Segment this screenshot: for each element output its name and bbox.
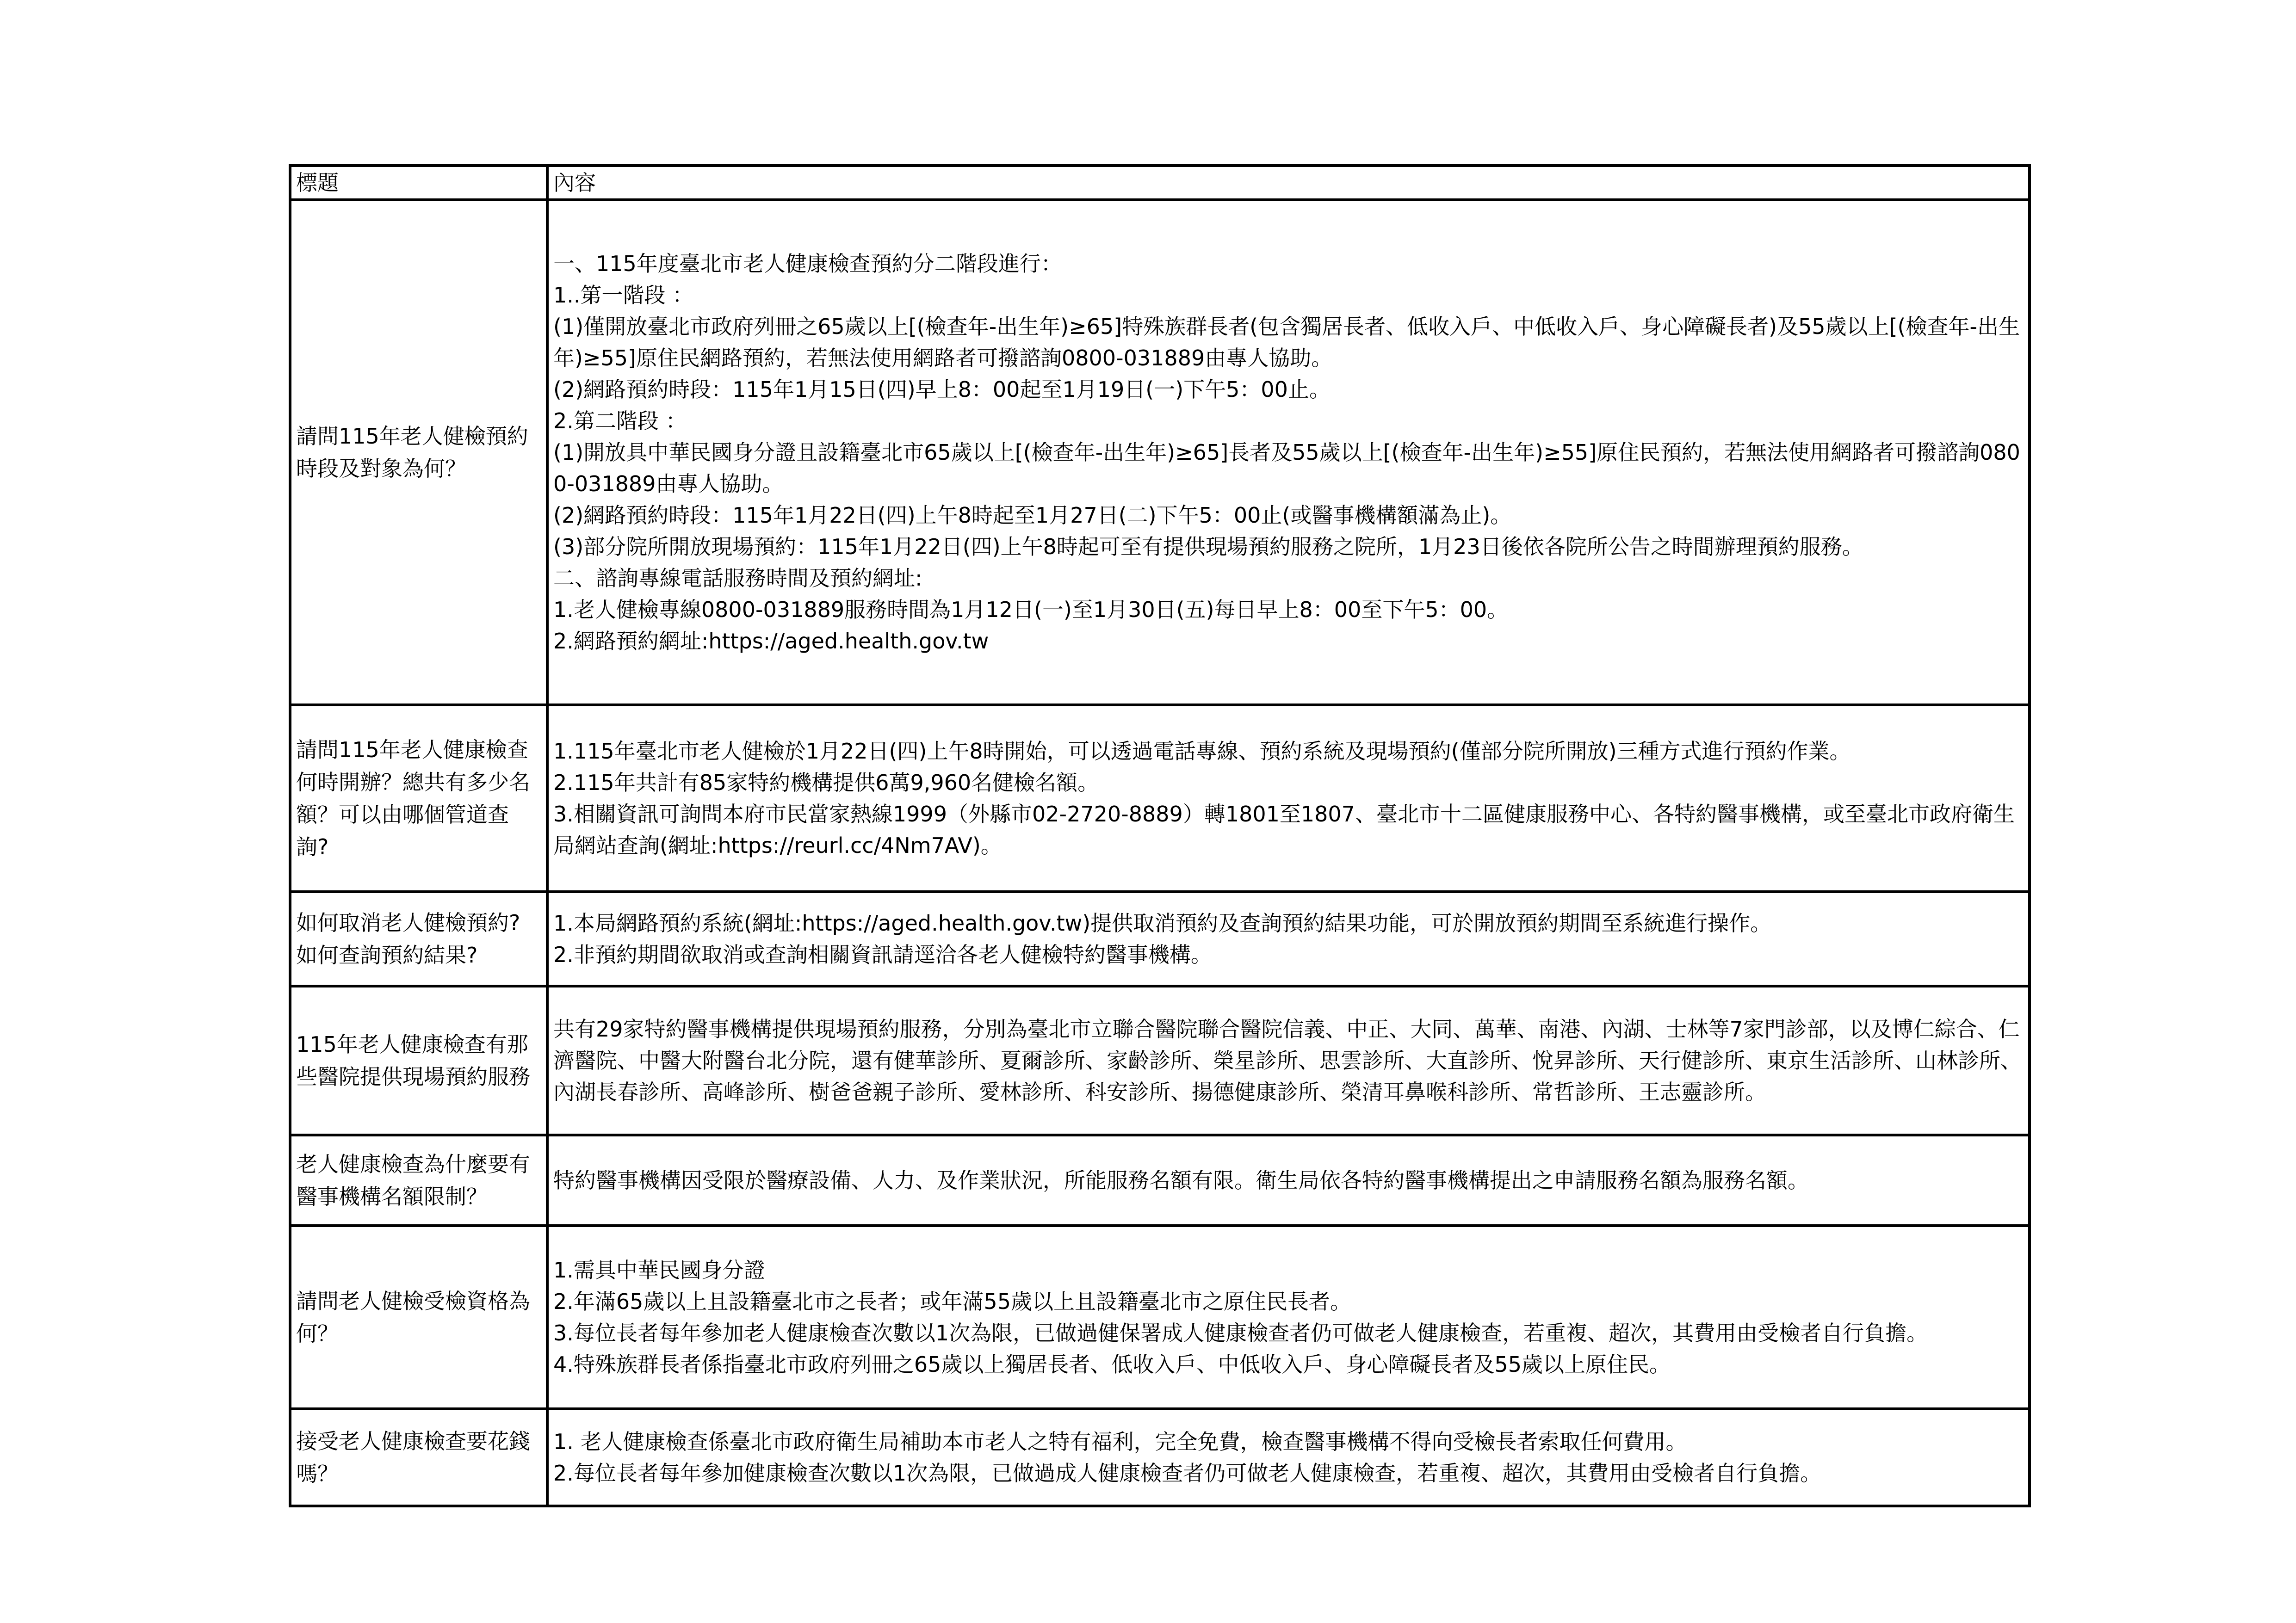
row-title: 接受老人健康檢查要花錢嗎？ (290, 1409, 547, 1506)
table-row (290, 1135, 2030, 1226)
header-title: 標題 (290, 166, 547, 200)
content-line: 2.年滿65歲以上且設籍臺北市之長者；或年滿55歲以上且設籍臺北市之原住民長者。 (553, 1289, 1351, 1314)
content-line: 1.需具中華民國身分證 (553, 1258, 765, 1283)
row-title: 115年老人健康檢查有那些醫院提供現場預約服務 (290, 986, 547, 1135)
content-line: (3)部分院所開放現場預約：115年1月22日(四)上午8時起可至有提供現場預約服務之院所，1月23日後依各院所公告之時間辦理預約服務。 (553, 534, 1863, 559)
row-content (547, 1226, 2030, 1409)
content-line: 二、諮詢專線電話服務時間及預約網址: (553, 566, 922, 591)
content-line: 1.老人健檢專線0800-031889服務時間為1月12日(一)至1月30日(五)每日早上8：00至下午5：00。 (553, 597, 1509, 622)
header-content: 內容 (547, 166, 2030, 200)
content-line: (2)網路預約時段：115年1月22日(四)上午8時起至1月27日(二)下午5：00止(或醫事機構額滿為止)。 (553, 503, 1512, 528)
header-row (290, 166, 2030, 200)
content-line: 4.特殊族群長者係指臺北市政府列冊之65歲以上獨居長者、低收入戶、中低收入戶、身心障礙長者及55歲以上原住民。 (553, 1352, 1671, 1377)
content-line: 1.本局網路預約系統(網址:https://aged.health.gov.tw)提供取消預約及查詢預約結果功能，可於開放預約期間至系統進行操作。 (553, 911, 1772, 936)
content-line: 特約醫事機構因受限於醫療設備、人力、及作業狀況，所能服務名額有限。衛生局依各特約醫事機構提出之申請服務名額為服務名額。 (553, 1168, 1809, 1193)
content-line: 2.第二階段 ： (553, 408, 687, 433)
row-title: 請問老人健檢受檢資格為何？ (290, 1226, 547, 1409)
row-content (547, 1409, 2030, 1506)
table-row (290, 200, 2030, 705)
row-content (547, 200, 2030, 705)
content-line: 共有29家特約醫事機構提供現場預約服務，分別為臺北市立聯合醫院聯合醫院信義、中正、大同、萬華、南港、內湖、士林等7家門診部，以及博仁綜合、仁濟醫院、中醫大附醫台北分院，還有健華診所、夏爾診所、家齡診所、榮星診所、思雲診所、大直診所、悅昇診所、天行健診所、東京生活診所、山林診所、內湖長春診所、高峰診所、樹爸爸親子診所、愛林診所、科安診所、揚德健康診所、榮清耳鼻喉科診所、常哲診所、王志靈診所。 (553, 1017, 2022, 1105)
table-row (290, 1226, 2030, 1409)
content-line: 3.每位長者每年參加老人健康檢查次數以1次為限，已做過健保署成人健康檢查者仍可做老人健康檢查，若重複、超次，其費用由受檢者自行負擔。 (553, 1321, 1928, 1345)
table-row (290, 892, 2030, 986)
table-row (290, 986, 2030, 1135)
content-line: (2)網路預約時段：115年1月15日(四)早上8：00起至1月19日(一)下午5：00止。 (553, 377, 1331, 402)
content-line: (1)開放具中華民國身分證且設籍臺北市65歲以上[(檢查年-出生年)≥65]長者及55歲以上[(檢查年-出生年)≥55]原住民預約，若無法使用網路者可撥諮詢0800-031889由專人協助。 (553, 440, 2020, 496)
content-line: (1)僅開放臺北市政府列冊之65歲以上[(檢查年-出生年)≥65]特殊族群長者(包含獨居長者、低收入戶、中低收入戶、身心障礙長者)及55歲以上[(檢查年-出生年)≥55]原住民網路預約，若無法使用網路者可撥諮詢0800-031889由專人協助。 (553, 314, 2020, 370)
content-line: 1. 老人健康檢查係臺北市政府衛生局補助本市老人之特有福利，完全免費，檢查醫事機構不得向受檢長者索取任何費用。 (553, 1429, 1687, 1454)
row-title: 請問115年老人健康檢查何時開辦？總共有多少名額？可以由哪個管道查詢? (290, 705, 547, 892)
row-content (547, 986, 2030, 1135)
table-row (290, 705, 2030, 892)
row-title: 如何取消老人健檢預約?如何查詢預約結果? (290, 892, 547, 986)
content-line: 1.115年臺北市老人健檢於1月22日(四)上午8時開始，可以透過電話專線、預約系統及現場預約(僅部分院所開放)三種方式進行預約作業。 (553, 739, 1851, 764)
content-line: 3.相關資訊可詢問本府市民當家熱線1999（外縣市02-2720-8889）轉1801至1807、臺北市十二區健康服務中心、各特約醫事機構，或至臺北市政府衛生局網站查詢(網址:https://reurl.cc/4Nm7AV)。 (553, 802, 2015, 858)
row-title: 請問115年老人健檢預約時段及對象為何？ (290, 200, 547, 705)
content-line: 2.每位長者每年參加健康檢查次數以1次為限，已做過成人健康檢查者仍可做老人健康檢查，若重複、超次，其費用由受檢者自行負擔。 (553, 1461, 1822, 1486)
row-content (547, 892, 2030, 986)
row-content (547, 705, 2030, 892)
content-line: 一、115年度臺北市老人健康檢查預約分二階段進行： (553, 251, 1062, 276)
content-line: 2.網路預約網址:https://aged.health.gov.tw (553, 629, 989, 654)
content-line: 2.115年共計有85家特約機構提供6萬9,960名健檢名額。 (553, 770, 1099, 795)
content-line: 1..第一階段 ： (553, 283, 694, 308)
content-line: 2.非預約期間欲取消或查詢相關資訊請逕洽各老人健檢特約醫事機構。 (553, 942, 1212, 967)
row-content (547, 1135, 2030, 1226)
table-row (290, 1409, 2030, 1506)
faq-table (289, 164, 2031, 1507)
row-title: 老人健康檢查為什麼要有醫事機構名額限制？ (290, 1135, 547, 1226)
